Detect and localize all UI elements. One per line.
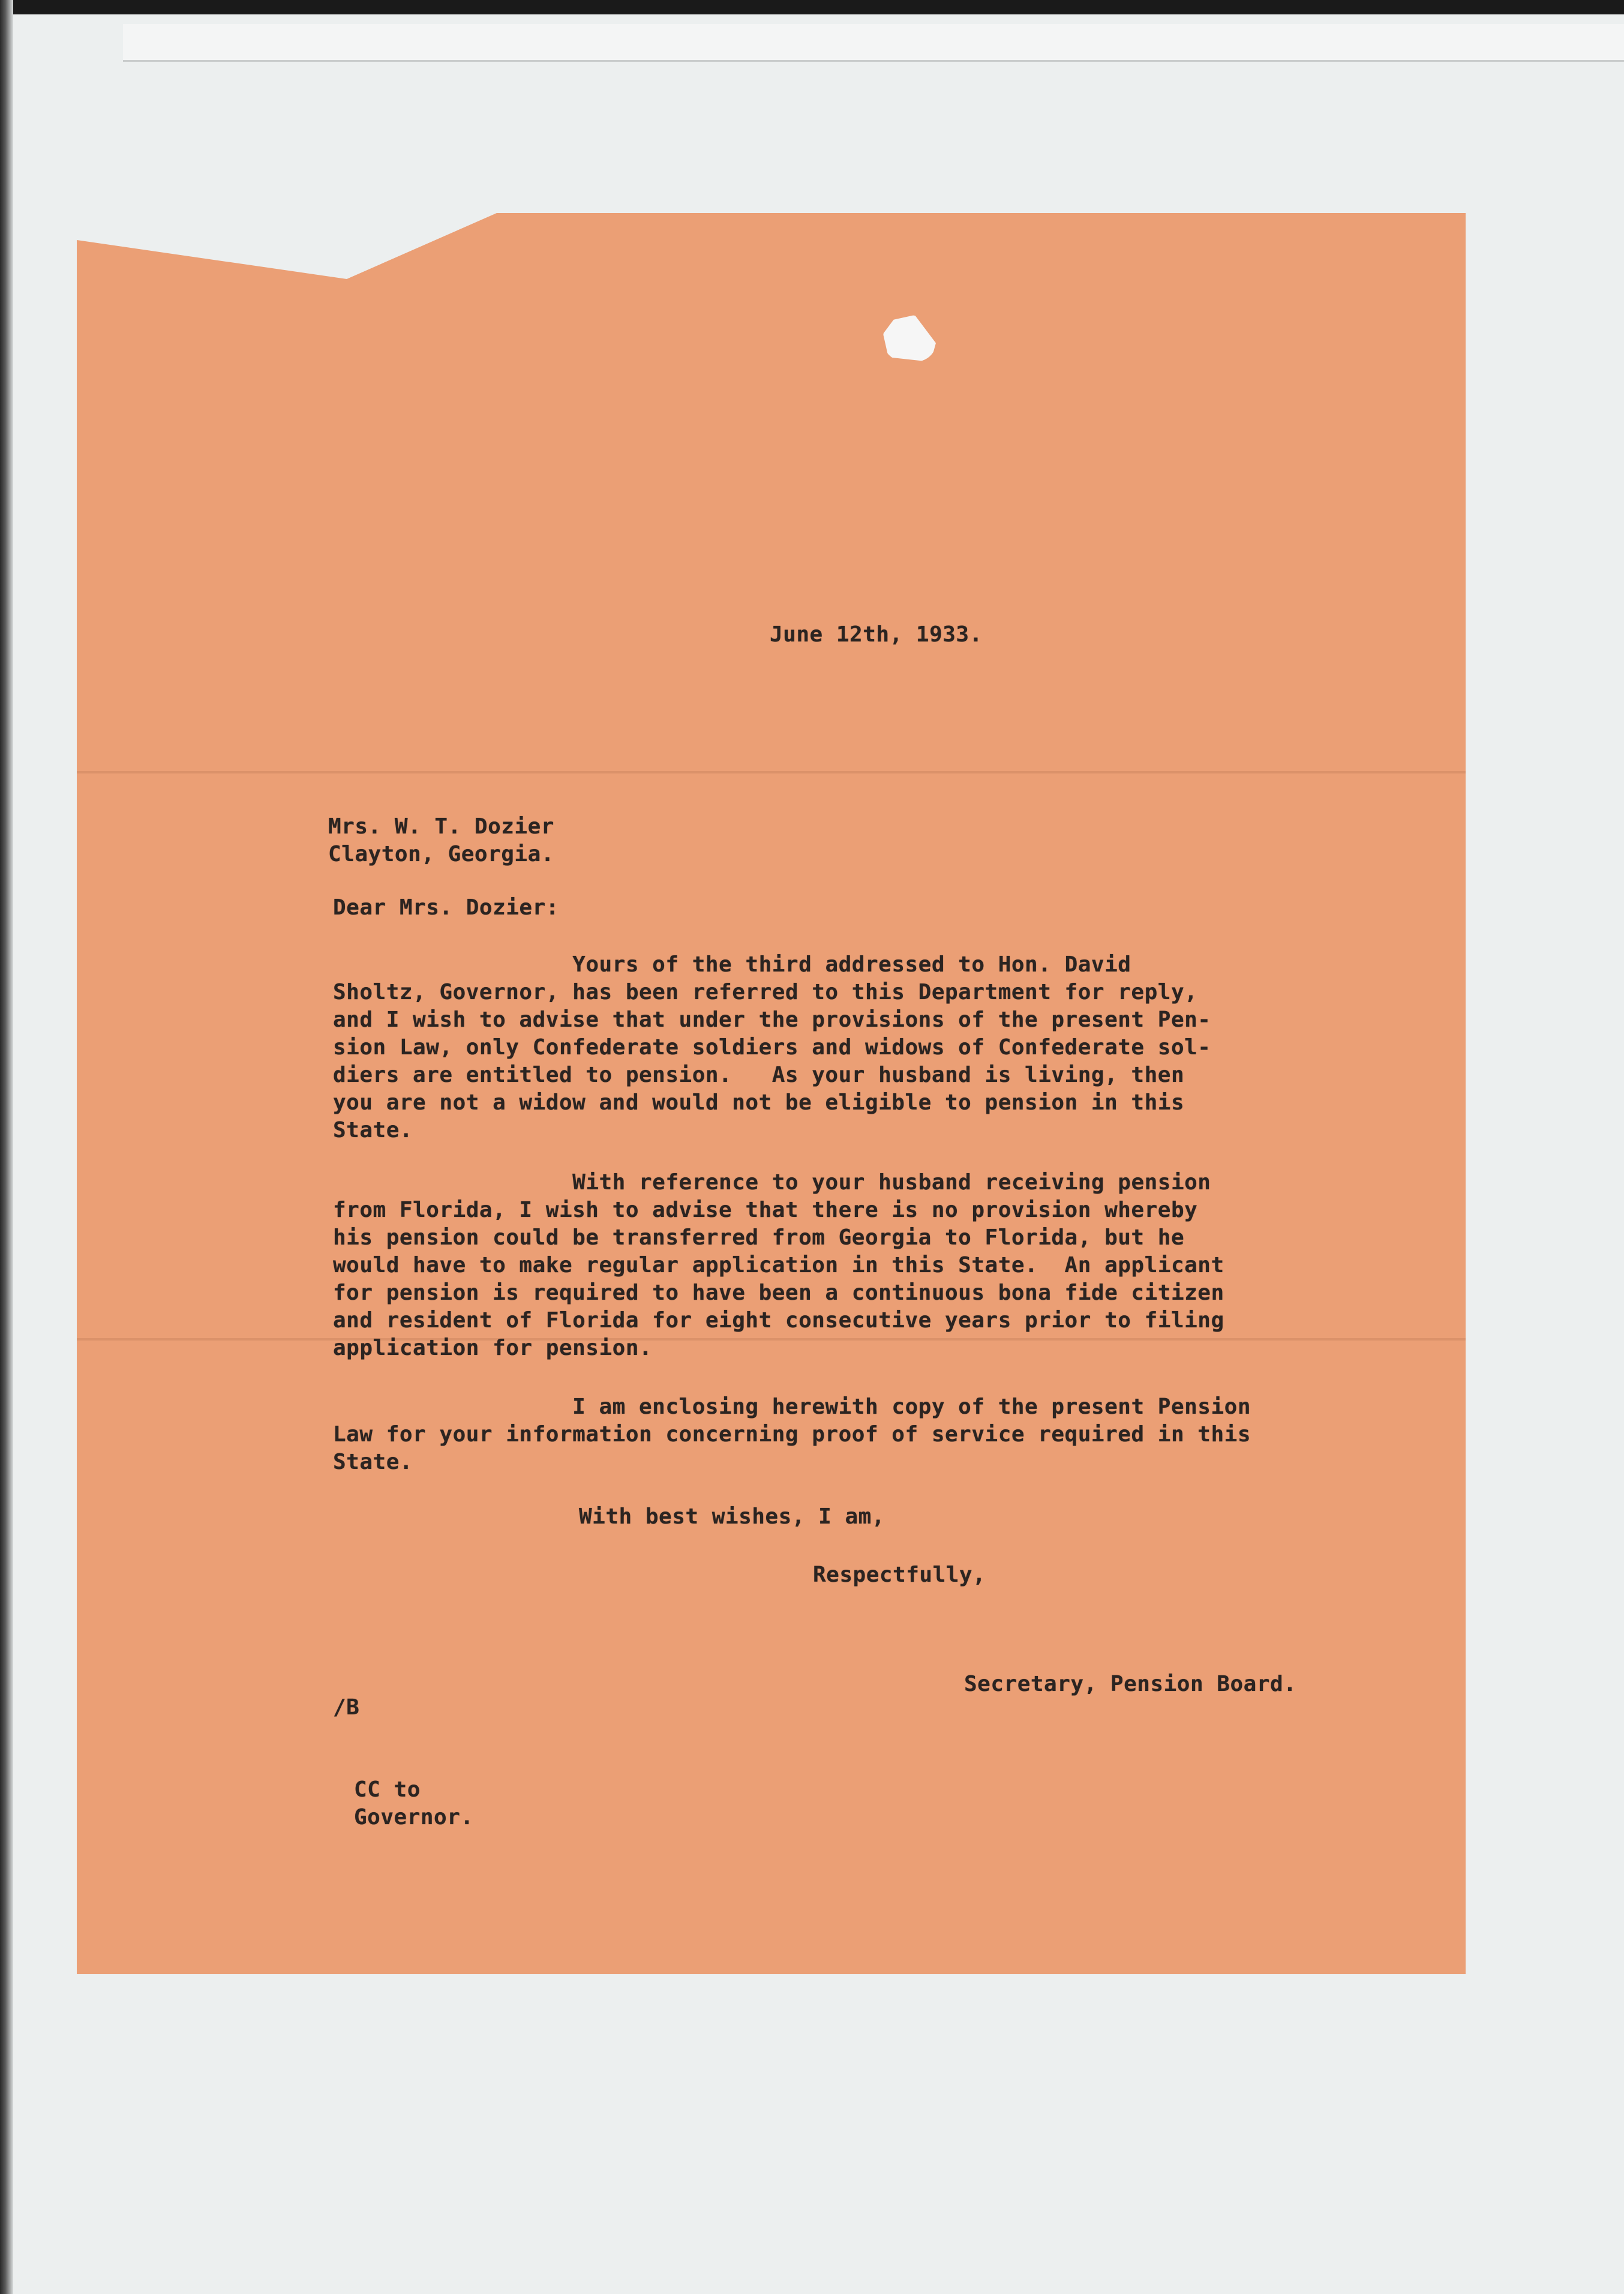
recipient-address: Clayton, Georgia. [328,842,554,866]
closing-line: With best wishes, I am, [579,1504,885,1529]
cc-label: CC to [354,1777,421,1802]
scanner-top-edge [0,0,1624,14]
letter-date: June 12th, 1933. [770,622,983,647]
body-paragraph-3: I am enclosing herewith copy of the present Pension Law for your information concerning proof of service required in this State. [333,1395,1251,1474]
cc-recipient: Governor. [354,1805,474,1830]
signature-title: Secretary, Pension Board. [964,1672,1297,1696]
scanner-left-edge [0,0,13,2294]
body-paragraph-2: With reference to your husband receiving pension from Florida, I wish to advise that there is no provision whereby his pension could be transferred from Georgia to Florida, but he would have to make regular application in this State. An applicant for pension is required to have been a continuous bona fide citizen and resident of Florida for eight consecutive years prior to filing application for pension. [333,1170,1224,1360]
body-paragraph-1: Yours of the third addressed to Hon. David Sholtz, Governor, has been referred to this Department for reply, and I wish to advise that under the provisions of the present Pen- sion Law, only Confederate soldiers and widows of Confederate sol- diers are entitled to pension. As your husband is living, then you are not a widow and would not be eligible to pension in this State. [333,952,1211,1142]
salutation: Dear Mrs. Dozier: [333,895,559,920]
backing-sheet [123,24,1624,62]
recipient-name: Mrs. W. T. Dozier [328,814,554,839]
valediction: Respectfully, [813,1563,986,1587]
paper-fold [77,771,1466,773]
typist-initials: /B [333,1695,360,1720]
